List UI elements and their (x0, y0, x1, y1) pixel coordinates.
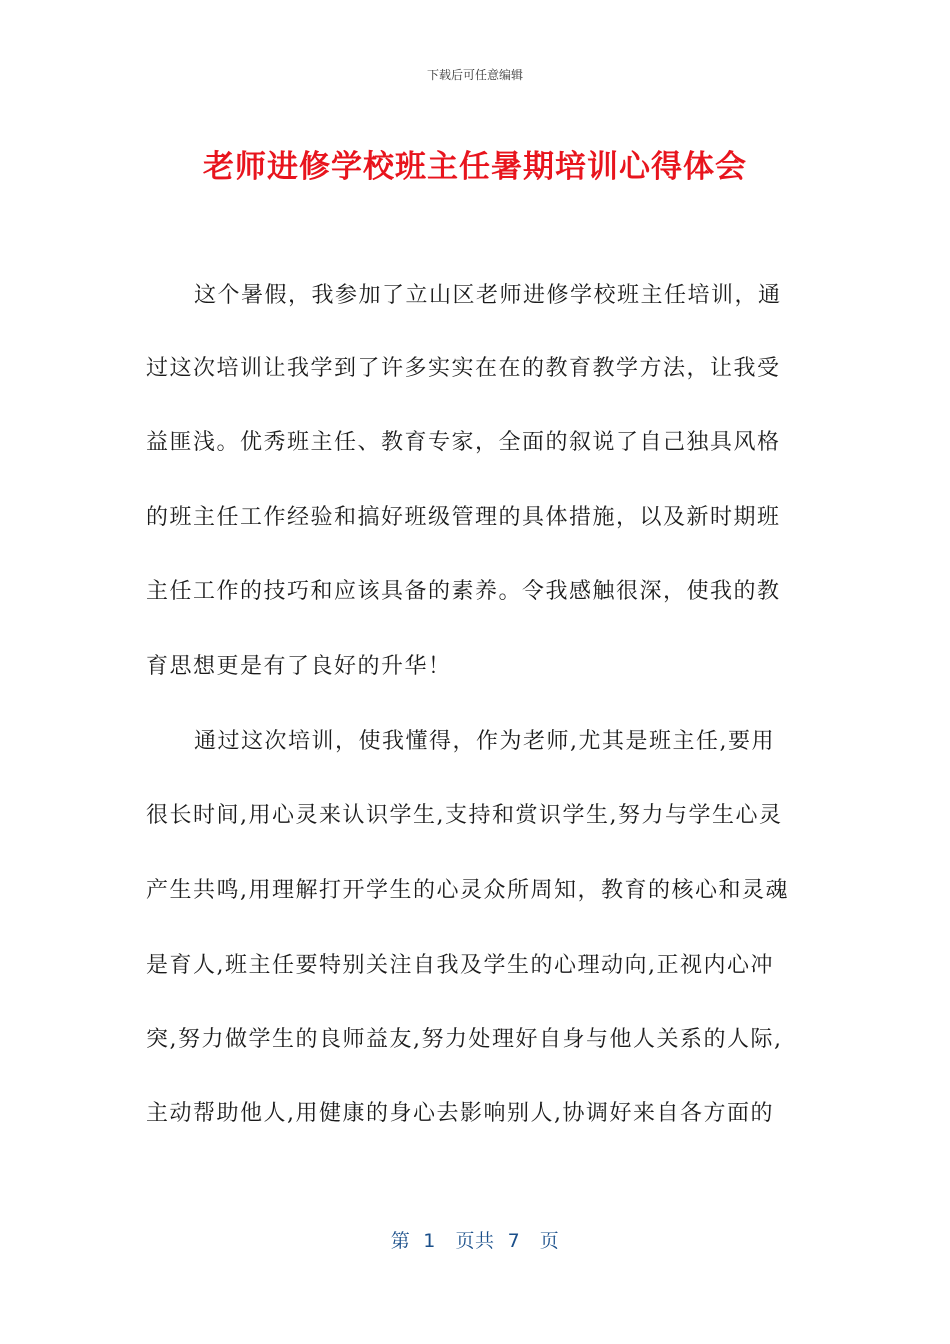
body-line: 主任工作的技巧和应该具备的素养。令我感触很深，使我的教 (146, 579, 781, 604)
body-line: 的班主任工作经验和搞好班级管理的具体措施，以及新时期班 (146, 505, 781, 530)
body-line: 很长时间,用心灵来认识学生,支持和赏识学生,努力与学生心灵 (146, 803, 783, 828)
header-note: 下载后可任意编辑 (426, 68, 523, 82)
body-line: 这个暑假，我参加了立山区老师进修学校班主任培训，通 (194, 283, 782, 308)
document-title: 老师进修学校班主任暑期培训心得体会 (203, 149, 747, 185)
body-line: 主动帮助他人,用健康的身心去影响别人,协调好来自各方面的 (146, 1101, 774, 1126)
body-line: 产生共鸣,用理解打开学生的心灵众所周知，教育的核心和灵魂 (146, 878, 789, 903)
body-line: 通过这次培训，使我懂得，作为老师,尤其是班主任,要用 (194, 729, 775, 754)
body-line: 育思想更是有了良好的升华！ (146, 654, 452, 679)
body-line: 过这次培训让我学到了许多实实在在的教育教学方法，让我受 (146, 356, 781, 381)
page-number-footer: 第 1 页共 7 页 (390, 1230, 560, 1252)
body-line: 益匪浅。优秀班主任、教育专家，全面的叙说了自己独具风格 (146, 430, 781, 455)
body-line: 突,努力做学生的良师益友,努力处理好自身与他人关系的人际, (146, 1027, 783, 1052)
body-line: 是育人,班主任要特别关注自我及学生的心理动向,正视内心冲 (146, 953, 774, 978)
